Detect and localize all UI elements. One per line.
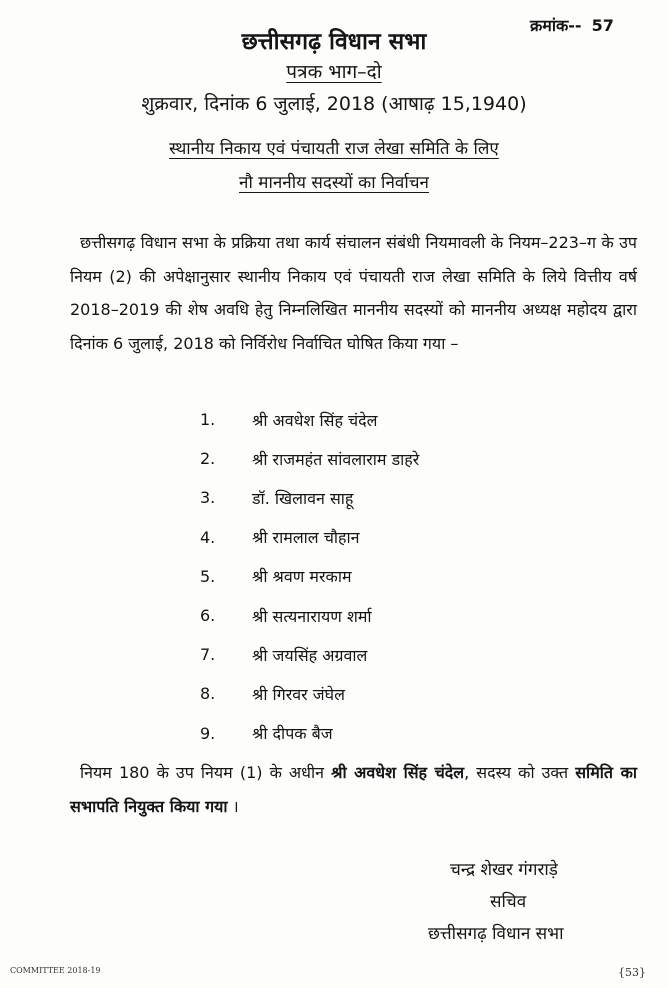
member-name: श्री गिरवर जंघेल	[252, 684, 345, 704]
member-name: श्री राजमहंत सांवलाराम डाहरे	[252, 449, 420, 469]
signature-block	[420, 854, 640, 950]
member-name: श्री रामलाल चौहान	[252, 528, 360, 548]
notice-heading-line2: नौ माननीय सदस्यों का निर्वाचन	[239, 173, 429, 193]
member-name: डॉ. खिलावन साहू	[252, 488, 354, 508]
member-name: श्री दीपक बैज	[252, 724, 333, 744]
member-name: श्री जयसिंह अग्रवाल	[252, 645, 368, 665]
member-name: श्री श्रवण मरकाम	[252, 567, 352, 587]
serial-value: 57	[591, 16, 614, 35]
member-index: 6.	[200, 606, 216, 626]
member-item	[200, 714, 580, 753]
chairman-name: श्री अवधेश सिंह चंदेल	[331, 763, 465, 782]
notice-heading-line1: स्थानीय निकाय एवं पंचायती राज लेखा समिति के लिए	[169, 139, 499, 159]
member-index: 2.	[200, 449, 216, 469]
chairman-appointment: समिति का सभापति नियुक्त किया गया	[70, 763, 638, 816]
member-index: 3.	[200, 488, 216, 508]
date-line: शुक्रवार, दिनांक 6 जुलाई, 2018 (आषाढ़ 15,1940)	[141, 93, 527, 115]
member-index: 5.	[200, 566, 216, 586]
member-index: 1.	[200, 410, 216, 430]
intro-paragraph: छत्तीसगढ़ विधान सभा के प्रक्रिया तथा कार्य संचालन संबंधी नियमावली के नियम–223–ग के उप नियम (2) की अपेक्षानुसार स्थानीय निकाय एवं पंचायती राज लेखा समिति के लिये वित्तीय वर्ष 2018–2019 की शेष अवधि हेतु निम्नलिखित माननीय सदस्यों को माननीय अध्यक्ष महोदय द्वारा दिनांक 6 जुलाई, 2018 को निर्विरोध निर्वाचित घोषित किया गया –	[70, 233, 637, 353]
signatory-organization: छत्तीसगढ़ विधान सभा	[428, 924, 564, 944]
signatory-designation: सचिव	[490, 892, 527, 912]
member-item	[200, 635, 580, 674]
member-name: श्री अवधेश सिंह चंदेल	[252, 410, 378, 430]
chairman-paragraph	[70, 756, 637, 823]
chairman-text-end: ।	[227, 796, 239, 816]
member-name: श्री सत्यनारायण शर्मा	[252, 606, 372, 626]
chairman-text-middle: , सदस्य को उक्त	[464, 763, 569, 782]
serial-label: क्रमांक--	[530, 16, 582, 35]
member-item	[200, 439, 580, 478]
member-item	[200, 400, 580, 439]
member-item	[200, 518, 580, 557]
bulletin-part: पत्रक भाग–दो	[286, 61, 382, 83]
member-index: 7.	[200, 645, 216, 665]
footer-reference: COMMITTEE 2018-19	[10, 966, 101, 975]
chairman-text-prefix: नियम 180 के उप नियम (1) के अधीन	[80, 763, 325, 782]
member-item	[200, 557, 580, 596]
member-item	[200, 674, 580, 713]
members-list	[200, 400, 580, 753]
member-index: 8.	[200, 684, 216, 704]
footer-page-number: {53}	[618, 966, 646, 979]
member-index: 4.	[200, 527, 216, 547]
member-index: 9.	[200, 723, 216, 743]
member-item	[200, 478, 580, 517]
signatory-name: चन्द्र शेखर गंगराड़े	[450, 860, 558, 880]
member-item	[200, 596, 580, 635]
assembly-title: छत्तीसगढ़ विधान सभा	[241, 29, 427, 55]
